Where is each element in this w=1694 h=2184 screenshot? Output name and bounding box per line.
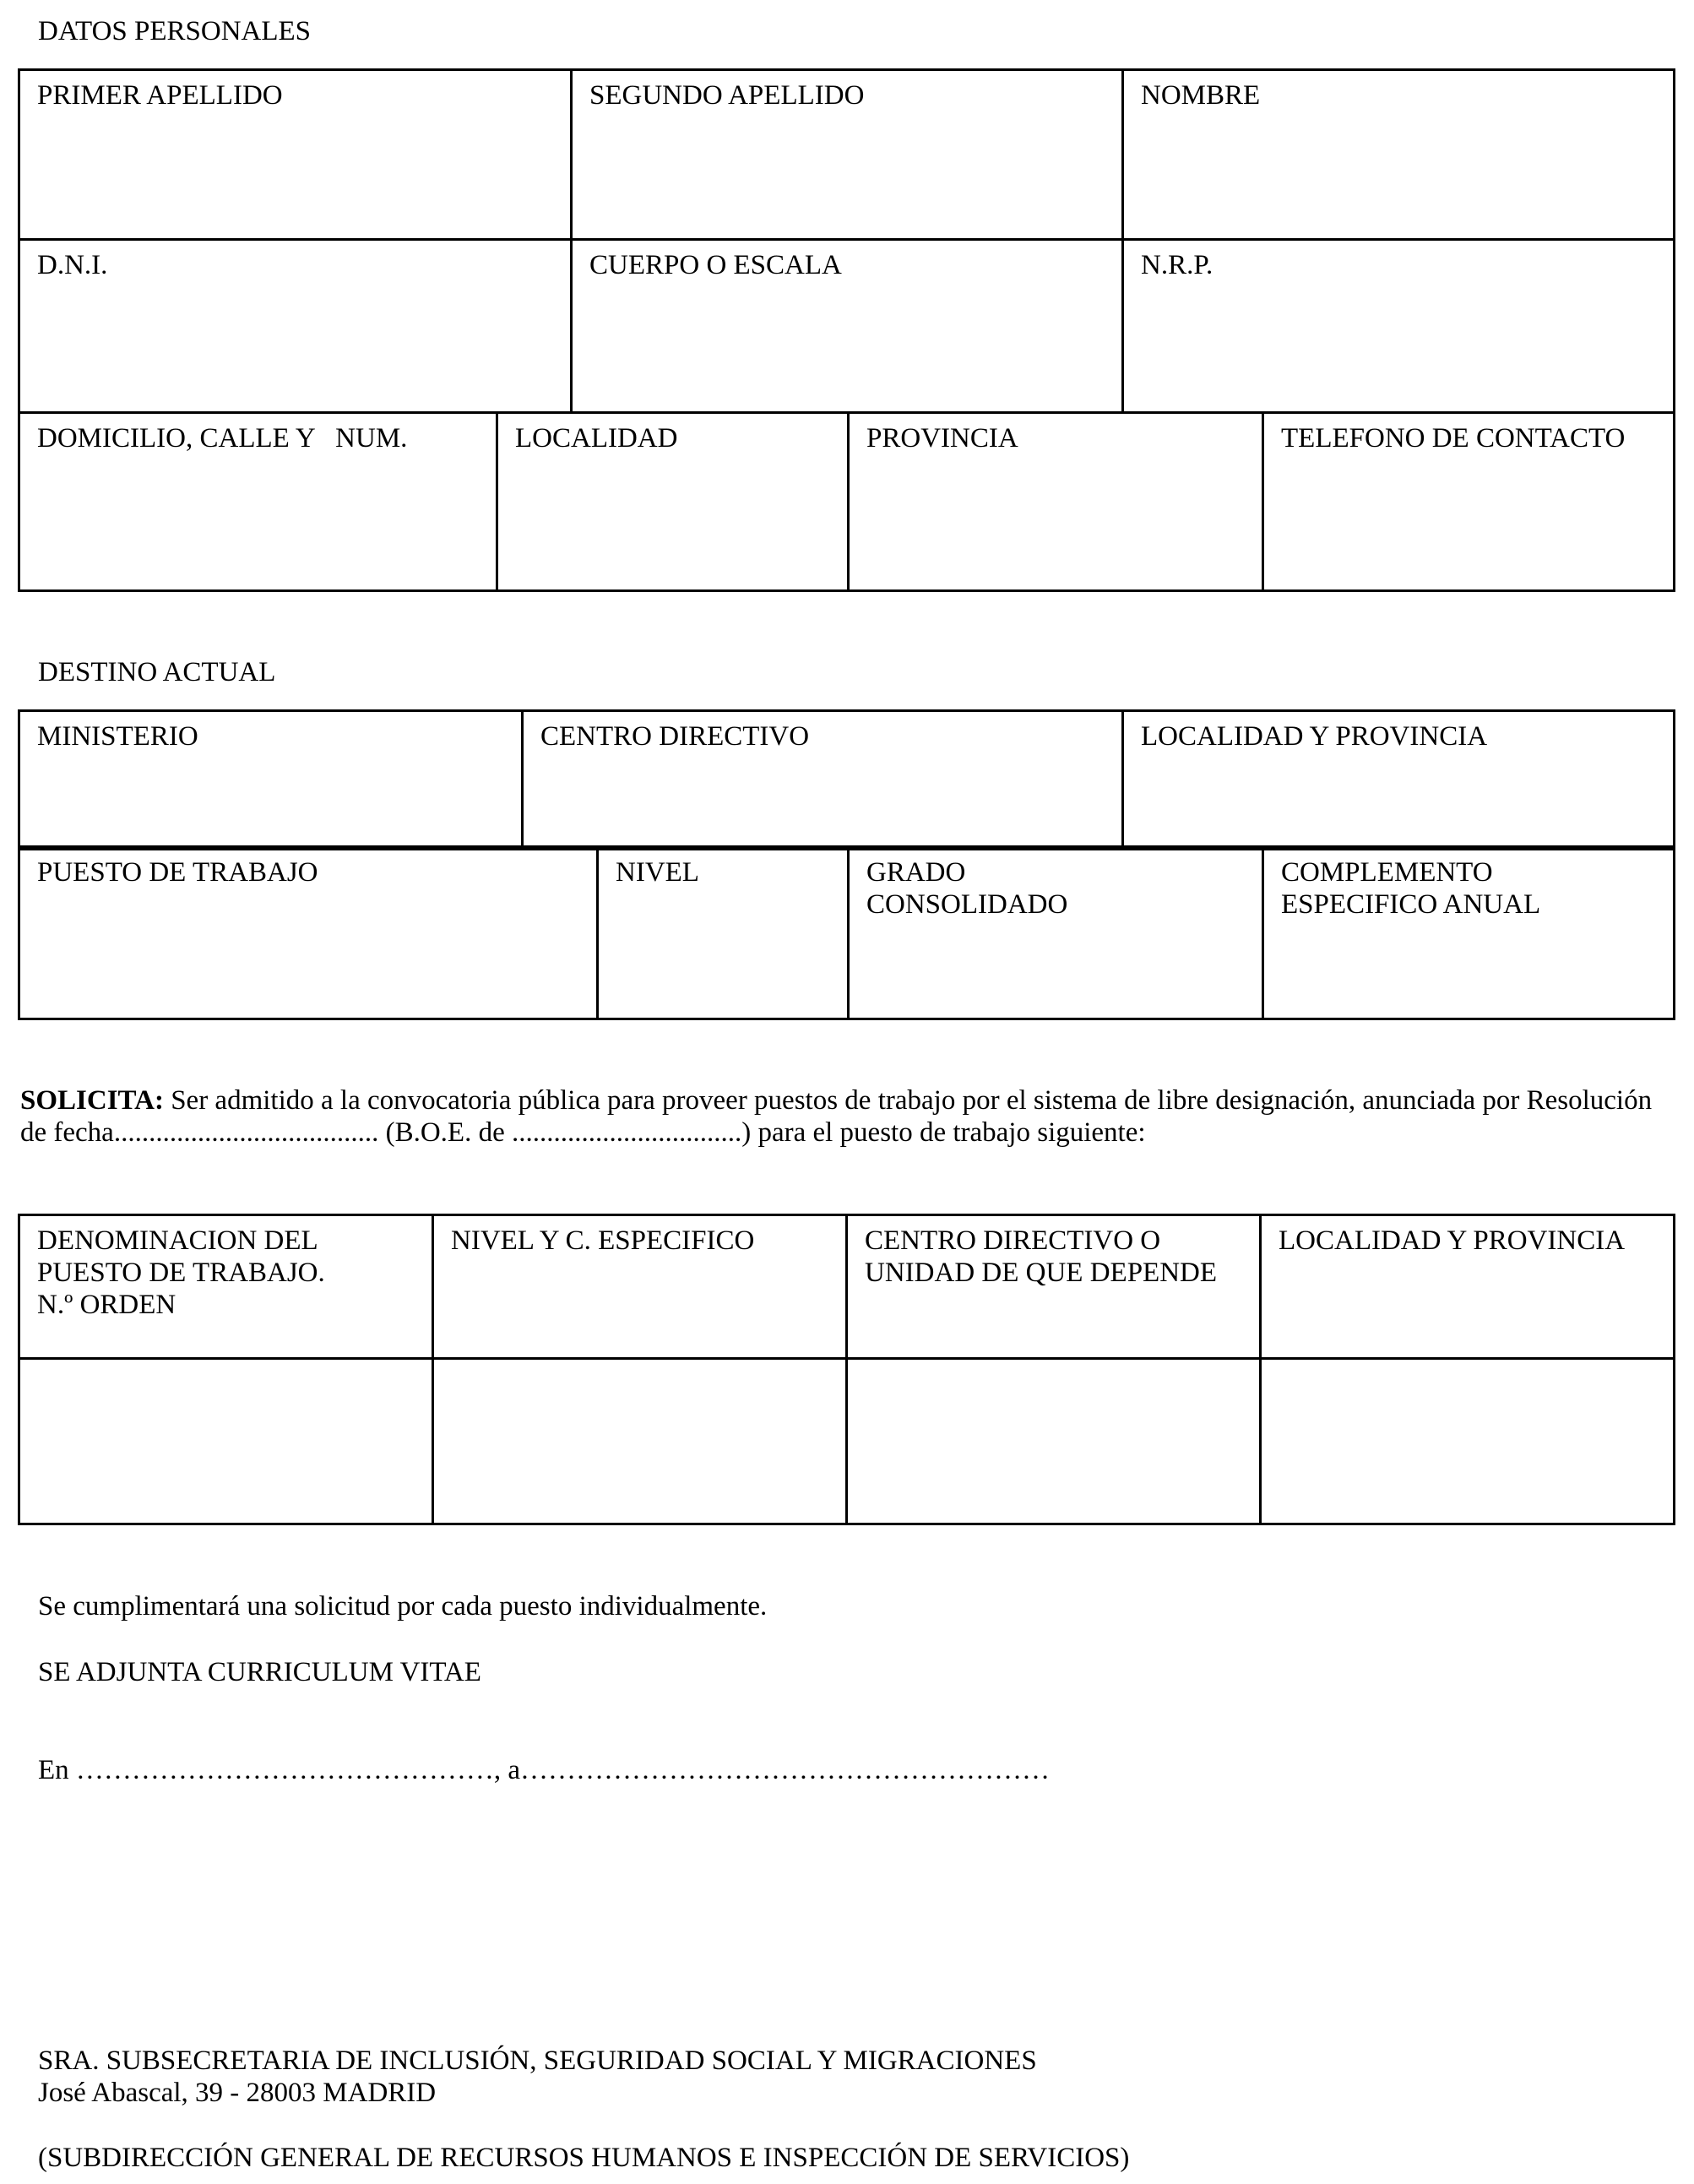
nivel-label: NIVEL: [616, 857, 699, 888]
puesto-trabajo-field[interactable]: [37, 888, 579, 922]
solicita-lead: SOLICITA:: [20, 1085, 164, 1116]
destino-actual-title: DESTINO ACTUAL: [38, 657, 276, 687]
provincia-field[interactable]: [866, 454, 1245, 488]
puesto-solicitado-table: [18, 1214, 1675, 1525]
segundo-apellido-field[interactable]: [589, 111, 1105, 145]
nrp-field[interactable]: [1141, 281, 1656, 315]
destino-actual-table-b: [18, 845, 1675, 1020]
destino-actual-row-2: [19, 847, 1675, 1019]
grado-consolidado-field[interactable]: [866, 921, 1245, 954]
domicilio-field[interactable]: [37, 454, 479, 488]
centro-directivo-cell[interactable]: [523, 711, 1123, 850]
ministerio-label: MINISTERIO: [37, 721, 198, 752]
provincia-cell[interactable]: [849, 413, 1263, 591]
denominacion-header-label: DENOMINACION DEL PUESTO DE TRABAJO. N.º ORDEN: [37, 1225, 325, 1320]
grado-consolidado-label: GRADO CONSOLIDADO: [866, 857, 1068, 920]
puesto-trabajo-label: PUESTO DE TRABAJO: [37, 857, 318, 888]
segundo-apellido-label: SEGUNDO APELLIDO: [589, 80, 865, 111]
complemento-especifico-cell[interactable]: [1263, 847, 1675, 1019]
grado-consolidado-cell[interactable]: [849, 847, 1263, 1019]
datos-personales-row-2: [19, 240, 1675, 413]
domicilio-cell[interactable]: [19, 413, 497, 591]
puesto-value-row: [19, 1359, 1675, 1524]
nombre-field[interactable]: [1141, 111, 1656, 145]
centro-directivo-unidad-field[interactable]: [847, 1359, 1261, 1524]
nrp-label: N.R.P.: [1141, 250, 1213, 280]
centro-directivo-field[interactable]: [540, 752, 1105, 786]
cuerpo-escala-field[interactable]: [589, 281, 1105, 315]
ministerio-cell[interactable]: [19, 711, 523, 850]
datos-personales-table-a: [18, 68, 1675, 414]
nivel-c-especifico-header: [433, 1215, 847, 1359]
individual-note: Se cumplimentará una solicitud por cada puesto individualmente.: [38, 1591, 768, 1622]
complemento-especifico-label: COMPLEMENTO ESPECIFICO ANUAL: [1281, 857, 1541, 920]
centro-directivo-unidad-header-label: CENTRO DIRECTIVO O UNIDAD DE QUE DEPENDE: [865, 1225, 1218, 1288]
localidad-provincia-actual-label: LOCALIDAD Y PROVINCIA: [1141, 721, 1488, 752]
cuerpo-escala-cell[interactable]: [572, 240, 1123, 413]
localidad-provincia-header: [1261, 1215, 1675, 1359]
primer-apellido-cell[interactable]: [19, 70, 572, 240]
telefono-label: TELEFONO DE CONTACTO: [1281, 423, 1626, 454]
puesto-header-row: [19, 1215, 1675, 1359]
solicita-paragraph: [20, 1084, 1675, 1149]
puesto-trabajo-cell[interactable]: [19, 847, 598, 1019]
cuerpo-escala-label: CUERPO O ESCALA: [589, 250, 842, 280]
datos-personales-title: DATOS PERSONALES: [38, 16, 312, 46]
addressee-line-1: SRA. SUBSECRETARIA DE INCLUSIÓN, SEGURIDAD SOCIAL Y MIGRACIONES: [38, 2045, 1037, 2076]
curriculum-note: SE ADJUNTA CURRICULUM VITAE: [38, 1657, 481, 1687]
nivel-cell[interactable]: [598, 847, 849, 1019]
complemento-especifico-field[interactable]: [1281, 921, 1656, 954]
nivel-c-especifico-field[interactable]: [433, 1359, 847, 1524]
nrp-cell[interactable]: [1123, 240, 1675, 413]
denominacion-field[interactable]: [19, 1359, 433, 1524]
provincia-label: PROVINCIA: [866, 423, 1018, 454]
ministerio-field[interactable]: [37, 752, 504, 786]
localidad-cell[interactable]: [497, 413, 849, 591]
localidad-provincia-actual-field[interactable]: [1141, 752, 1656, 786]
centro-directivo-unidad-header: [847, 1215, 1261, 1359]
nivel-c-especifico-header-label: NIVEL Y C. ESPECIFICO: [451, 1225, 755, 1256]
localidad-provincia-field[interactable]: [1261, 1359, 1675, 1524]
datos-personales-row-3: [19, 413, 1675, 591]
localidad-field[interactable]: [515, 454, 830, 488]
solicita-text: Ser admitido a la convocatoria pública para proveer puestos de trabajo por el sistema de libre designación, anunciada por Resolución de fecha...................................... (B.O.E. de .................................) para el puesto de trabajo siguiente:: [20, 1085, 1653, 1148]
dni-cell[interactable]: [19, 240, 572, 413]
localidad-provincia-header-label: LOCALIDAD Y PROVINCIA: [1279, 1225, 1626, 1256]
localidad-label: LOCALIDAD: [515, 423, 678, 454]
segundo-apellido-cell[interactable]: [572, 70, 1123, 240]
destino-actual-row-1: [19, 711, 1675, 850]
datos-personales-table-b: [18, 411, 1675, 592]
primer-apellido-field[interactable]: [37, 111, 553, 145]
nombre-label: NOMBRE: [1141, 80, 1261, 111]
addressee-line-2: José Abascal, 39 - 28003 MADRID: [38, 2078, 437, 2108]
primer-apellido-label: PRIMER APELLIDO: [37, 80, 283, 111]
denominacion-header: [19, 1215, 433, 1359]
destino-actual-table-a: [18, 709, 1675, 850]
dni-label: D.N.I.: [37, 250, 108, 280]
domicilio-label: DOMICILIO, CALLE Y NUM.: [37, 423, 408, 454]
centro-directivo-label: CENTRO DIRECTIVO: [540, 721, 810, 752]
datos-personales-row-1: [19, 70, 1675, 240]
telefono-cell[interactable]: [1263, 413, 1675, 591]
telefono-field[interactable]: [1281, 454, 1656, 488]
nombre-cell[interactable]: [1123, 70, 1675, 240]
place-date-line[interactable]: En ………………………………………, a…………………………………………………: [38, 1755, 1051, 1785]
dni-field[interactable]: [37, 281, 553, 315]
nivel-field[interactable]: [616, 888, 830, 922]
localidad-provincia-actual-cell[interactable]: [1123, 711, 1675, 850]
addressee-line-3: (SUBDIRECCIÓN GENERAL DE RECURSOS HUMANOS E INSPECCIÓN DE SERVICIOS): [38, 2143, 1130, 2173]
